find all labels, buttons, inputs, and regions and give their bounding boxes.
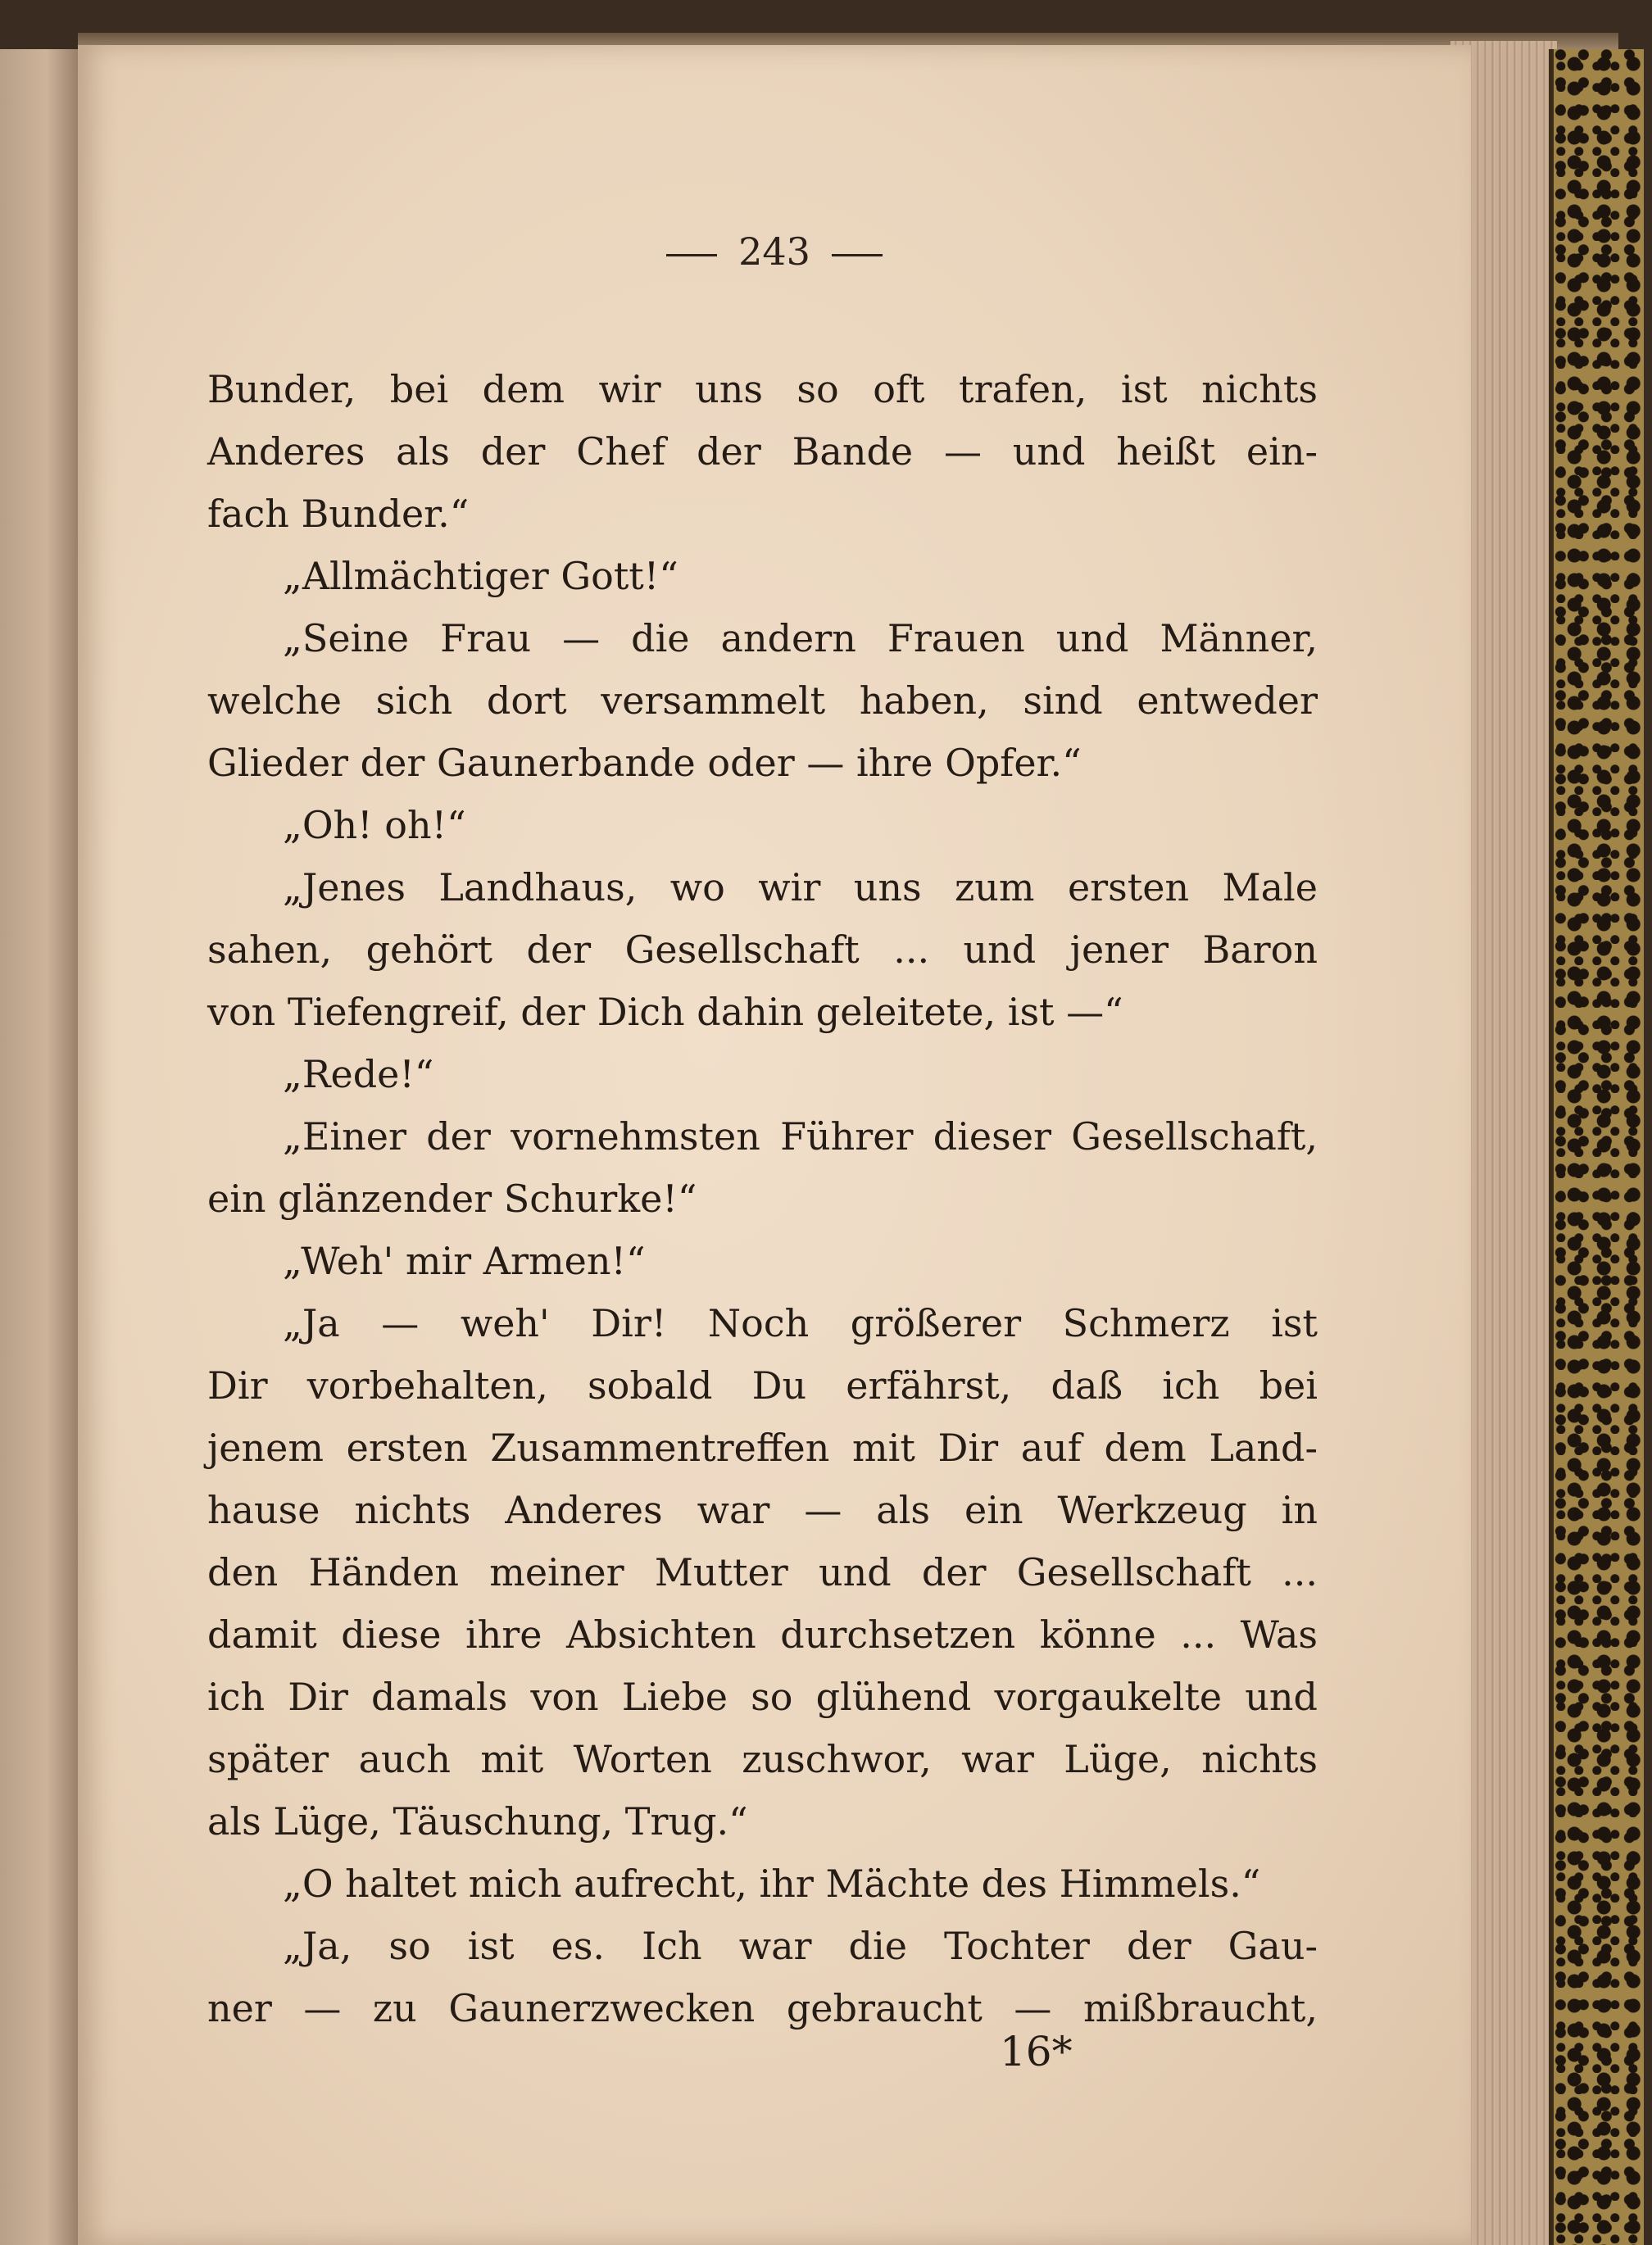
marbled-cover xyxy=(1549,49,1644,2245)
text-line: Glieder der Gaunerbande oder — ihre Opfer.“ xyxy=(207,741,1082,785)
book-page xyxy=(78,45,1471,2245)
page-number: 243 xyxy=(738,229,810,274)
text-line: ich Dir damals von Liebe so glühend vorgaukelte und xyxy=(207,1675,1318,1719)
text-line: damit diese ihre Absichten durchsetzen könne ... Was xyxy=(207,1612,1318,1657)
text-line: später auch mit Worten zuschwor, war Lüge, nichts xyxy=(207,1737,1318,1781)
text-line: „Ja, so ist es. Ich war die Tochter der Gau- xyxy=(283,1924,1318,1968)
text-line: Bunder, bei dem wir uns so oft trafen, ist nichts xyxy=(207,367,1318,411)
text-line: „Allmächtiger Gott!“ xyxy=(283,554,678,598)
text-line: „Rede!“ xyxy=(283,1052,434,1096)
text-line: den Händen meiner Mutter und der Gesellschaft ... xyxy=(207,1550,1318,1594)
text-line: welche sich dort versammelt haben, sind entweder xyxy=(207,678,1318,723)
text-line: Anderes als der Chef der Bande — und heißt ein- xyxy=(207,429,1318,474)
text-line: hause nichts Anderes war — als ein Werkzeug in xyxy=(207,1488,1318,1532)
text-line: ner — zu Gaunerzwecken gebraucht — mißbraucht, xyxy=(207,1986,1318,2030)
text-line: als Lüge, Täuschung, Trug.“ xyxy=(207,1799,748,1844)
text-line: „Jenes Landhaus, wo wir uns zum ersten Male xyxy=(283,865,1318,909)
text-line: Dir vorbehalten, sobald Du erfährst, daß ich bei xyxy=(207,1363,1318,1408)
left-page-edge xyxy=(0,49,78,2245)
text-line: jenem ersten Zusammentreffen mit Dir auf dem Land- xyxy=(207,1426,1318,1470)
text-line: von Tiefengreif, der Dich dahin geleitete, ist —“ xyxy=(207,990,1123,1034)
text-line: „Einer der vornehmsten Führer dieser Gesellschaft, xyxy=(283,1114,1318,1159)
text-line: „Oh! oh!“ xyxy=(283,803,466,847)
dash-right xyxy=(832,254,883,256)
text-line: „Weh' mir Armen!“ xyxy=(283,1239,646,1283)
text-line: sahen, gehört der Gesellschaft ... und jener Baron xyxy=(207,927,1318,972)
signature-mark: 16* xyxy=(1000,2028,1073,2075)
text-line: „Seine Frau — die andern Frauen und Männer, xyxy=(283,616,1318,660)
body-text xyxy=(207,358,1318,2039)
running-head xyxy=(78,229,1471,274)
text-line: „O haltet mich aufrecht, ihr Mächte des Himmels.“ xyxy=(283,1862,1261,1906)
dash-left xyxy=(666,254,717,256)
text-line: ein glänzender Schurke!“ xyxy=(207,1177,697,1221)
text-line: „Ja — weh' Dir! Noch größerer Schmerz ist xyxy=(283,1301,1318,1345)
text-line: fach Bunder.“ xyxy=(207,492,470,536)
